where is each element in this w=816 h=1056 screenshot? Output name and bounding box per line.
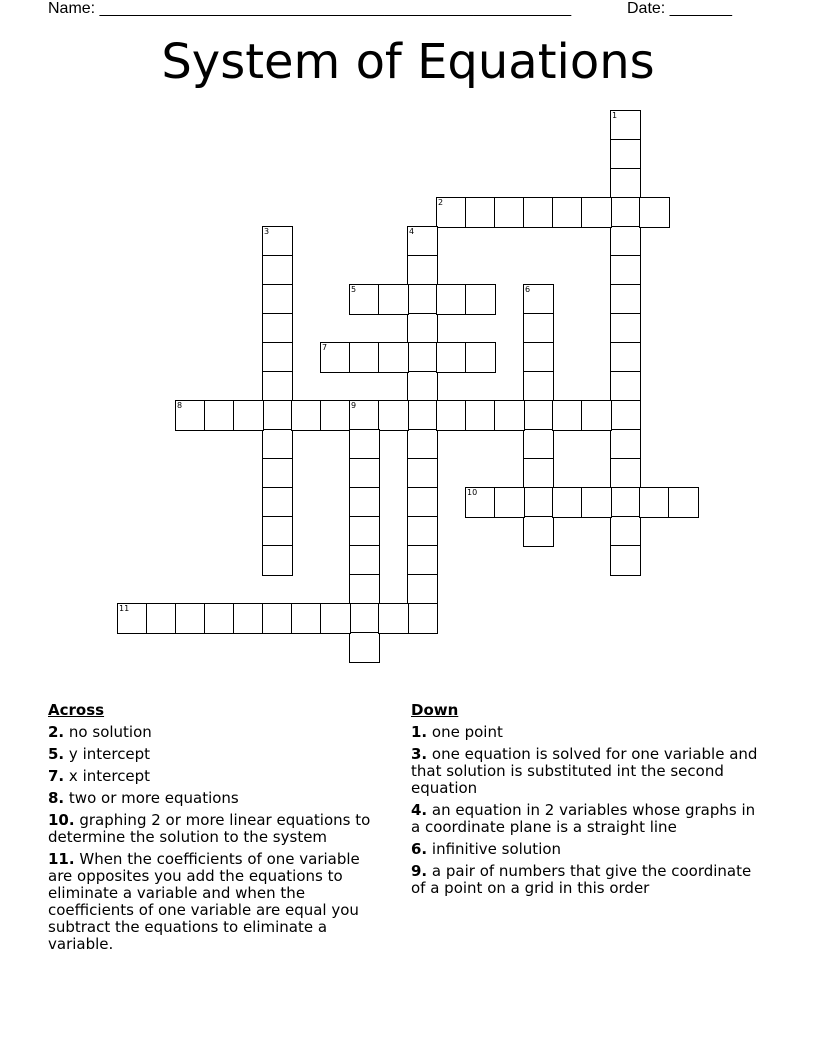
clue-item bbox=[411, 746, 761, 797]
cell-number: 6 bbox=[525, 285, 531, 294]
grid-cell[interactable] bbox=[320, 342, 351, 373]
grid-cell[interactable] bbox=[407, 284, 438, 315]
grid-cell[interactable] bbox=[639, 197, 670, 228]
clue-text: graphing 2 or more linear equations to determine the solution to the system bbox=[48, 811, 371, 846]
grid-cell[interactable] bbox=[610, 255, 641, 286]
clue-item bbox=[411, 863, 761, 897]
clue-number: 9. bbox=[411, 862, 428, 880]
grid-cell[interactable] bbox=[349, 632, 380, 663]
cell-number: 3 bbox=[264, 227, 270, 236]
grid-cell[interactable] bbox=[233, 603, 264, 634]
clue-text: an equation in 2 variables whose graphs in a coordinate plane is a straight line bbox=[411, 801, 756, 836]
grid-cell[interactable] bbox=[175, 603, 206, 634]
grid-cell[interactable] bbox=[349, 429, 380, 460]
grid-cell[interactable] bbox=[436, 342, 467, 373]
grid-cell[interactable] bbox=[610, 487, 641, 518]
grid-cell[interactable] bbox=[523, 458, 554, 489]
clue-number: 5. bbox=[48, 745, 65, 763]
grid-cell[interactable] bbox=[262, 313, 293, 344]
grid-cell[interactable] bbox=[262, 342, 293, 373]
down-clues bbox=[411, 700, 761, 902]
grid-cell[interactable] bbox=[349, 516, 380, 547]
grid-cell[interactable] bbox=[349, 284, 380, 315]
grid-cell[interactable] bbox=[523, 429, 554, 460]
grid-cell[interactable] bbox=[465, 284, 496, 315]
grid-cell[interactable] bbox=[523, 197, 554, 228]
grid-cell[interactable] bbox=[552, 400, 583, 431]
grid-cell[interactable] bbox=[320, 400, 351, 431]
grid-cell[interactable] bbox=[494, 197, 525, 228]
grid-cell[interactable] bbox=[117, 603, 148, 634]
grid-cell[interactable] bbox=[407, 516, 438, 547]
grid-cell[interactable] bbox=[407, 342, 438, 373]
grid-cell[interactable] bbox=[349, 545, 380, 576]
grid-cell[interactable] bbox=[494, 487, 525, 518]
grid-cell[interactable] bbox=[581, 400, 612, 431]
clue-text: a pair of numbers that give the coordinate of a point on a grid in this order bbox=[411, 862, 752, 897]
clue-text: When the coefficients of one variable are opposites you add the equations to eliminate a variable and when the coefficients of one variable are equal you subtract the equations to eliminate a variable. bbox=[48, 850, 360, 953]
clue-number: 2. bbox=[48, 723, 65, 741]
grid-cell[interactable] bbox=[610, 313, 641, 344]
grid-cell[interactable] bbox=[581, 487, 612, 518]
grid-cell[interactable] bbox=[262, 255, 293, 286]
clue-item bbox=[48, 768, 388, 785]
clue-text: x intercept bbox=[68, 767, 151, 785]
clue-item bbox=[411, 802, 761, 836]
grid-cell[interactable] bbox=[610, 371, 641, 402]
grid-cell[interactable] bbox=[349, 574, 380, 605]
grid-cell[interactable] bbox=[262, 226, 293, 257]
grid-cell[interactable] bbox=[610, 545, 641, 576]
grid-cell[interactable] bbox=[349, 487, 380, 518]
clue-item bbox=[48, 812, 388, 846]
grid-cell[interactable] bbox=[610, 197, 641, 228]
grid-cell[interactable] bbox=[407, 226, 438, 257]
grid-cell[interactable] bbox=[262, 545, 293, 576]
clue-item bbox=[48, 851, 388, 953]
grid-cell[interactable] bbox=[610, 429, 641, 460]
grid-cell[interactable] bbox=[407, 603, 438, 634]
clue-text: one equation is solved for one variable and that solution is substituted int the second equation bbox=[411, 745, 758, 797]
across-clues bbox=[48, 700, 388, 958]
grid-cell[interactable] bbox=[610, 342, 641, 373]
grid-cell[interactable] bbox=[233, 400, 264, 431]
grid-cell[interactable] bbox=[610, 516, 641, 547]
clue-item bbox=[48, 724, 388, 741]
cell-number: 1 bbox=[612, 111, 618, 120]
clue-item bbox=[411, 841, 761, 858]
grid-cell[interactable] bbox=[378, 342, 409, 373]
grid-cell[interactable] bbox=[175, 400, 206, 431]
clue-number: 4. bbox=[411, 801, 428, 819]
grid-cell[interactable] bbox=[436, 400, 467, 431]
grid-cell[interactable] bbox=[407, 487, 438, 518]
cell-number: 8 bbox=[177, 401, 183, 410]
across-heading: Across bbox=[48, 701, 105, 719]
grid-cell[interactable] bbox=[523, 284, 554, 315]
grid-cell[interactable] bbox=[262, 603, 293, 634]
date-field[interactable] bbox=[627, 0, 732, 18]
grid-cell[interactable] bbox=[146, 603, 177, 634]
grid-cell[interactable] bbox=[407, 545, 438, 576]
grid-cell[interactable] bbox=[291, 603, 322, 634]
clue-number: 10. bbox=[48, 811, 75, 829]
grid-cell[interactable] bbox=[407, 255, 438, 286]
grid-cell[interactable] bbox=[291, 400, 322, 431]
grid-cell[interactable] bbox=[407, 458, 438, 489]
grid-cell[interactable] bbox=[262, 400, 293, 431]
grid-cell[interactable] bbox=[523, 342, 554, 373]
grid-cell[interactable] bbox=[494, 400, 525, 431]
grid-cell[interactable] bbox=[436, 197, 467, 228]
down-heading: Down bbox=[411, 701, 459, 719]
page-title: System of Equations bbox=[161, 34, 655, 90]
grid-cell[interactable] bbox=[465, 400, 496, 431]
grid-cell[interactable] bbox=[262, 487, 293, 518]
grid-cell[interactable] bbox=[639, 487, 670, 518]
clue-text: y intercept bbox=[68, 745, 151, 763]
grid-cell[interactable] bbox=[407, 574, 438, 605]
grid-cell[interactable] bbox=[523, 487, 554, 518]
grid-cell[interactable] bbox=[378, 603, 409, 634]
clue-text: infinitive solution bbox=[431, 840, 562, 858]
grid-cell[interactable] bbox=[204, 400, 235, 431]
grid-cell[interactable] bbox=[465, 197, 496, 228]
grid-cell[interactable] bbox=[523, 313, 554, 344]
grid-cell[interactable] bbox=[262, 284, 293, 315]
clue-number: 6. bbox=[411, 840, 428, 858]
grid-cell[interactable] bbox=[262, 516, 293, 547]
grid-cell[interactable] bbox=[349, 458, 380, 489]
grid-cell[interactable] bbox=[262, 429, 293, 460]
clue-text: no solution bbox=[68, 723, 152, 741]
grid-cell[interactable] bbox=[407, 429, 438, 460]
grid-cell[interactable] bbox=[407, 400, 438, 431]
grid-cell[interactable] bbox=[552, 197, 583, 228]
grid-cell[interactable] bbox=[436, 284, 467, 315]
grid-cell[interactable] bbox=[262, 371, 293, 402]
clue-number: 1. bbox=[411, 723, 428, 741]
name-field[interactable] bbox=[48, 0, 571, 18]
grid-cell[interactable] bbox=[349, 400, 380, 431]
grid-cell[interactable] bbox=[349, 342, 380, 373]
date-blank[interactable]: _______ bbox=[669, 0, 732, 17]
grid-cell[interactable] bbox=[610, 284, 641, 315]
name-label: Name: bbox=[48, 0, 96, 17]
grid-cell[interactable] bbox=[523, 371, 554, 402]
grid-cell[interactable] bbox=[349, 603, 380, 634]
clue-item bbox=[48, 746, 388, 763]
clue-number: 3. bbox=[411, 745, 428, 763]
grid-cell[interactable] bbox=[204, 603, 235, 634]
grid-cell[interactable] bbox=[668, 487, 699, 518]
grid-cell[interactable] bbox=[465, 342, 496, 373]
grid-cell[interactable] bbox=[610, 139, 641, 170]
clue-item bbox=[48, 790, 388, 807]
clue-item bbox=[411, 724, 761, 741]
grid-cell[interactable] bbox=[610, 110, 641, 141]
clue-number: 11. bbox=[48, 850, 75, 868]
cell-number: 11 bbox=[119, 604, 130, 613]
grid-cell[interactable] bbox=[407, 371, 438, 402]
grid-cell[interactable] bbox=[465, 487, 496, 518]
grid-cell[interactable] bbox=[320, 603, 351, 634]
grid-cell[interactable] bbox=[407, 313, 438, 344]
grid-cell[interactable] bbox=[378, 284, 409, 315]
name-blank[interactable]: _____________________________________________________ bbox=[99, 0, 572, 17]
grid-cell[interactable] bbox=[610, 400, 641, 431]
cell-number: 9 bbox=[351, 401, 357, 410]
cell-number: 2 bbox=[438, 198, 444, 207]
grid-cell[interactable] bbox=[378, 400, 409, 431]
clue-number: 7. bbox=[48, 767, 65, 785]
cell-number: 4 bbox=[409, 227, 415, 236]
grid-cell[interactable] bbox=[610, 168, 641, 199]
cell-number: 7 bbox=[322, 343, 328, 352]
grid-cell[interactable] bbox=[581, 197, 612, 228]
date-label: Date: bbox=[627, 0, 666, 17]
grid-cell[interactable] bbox=[610, 226, 641, 257]
grid-cell[interactable] bbox=[523, 400, 554, 431]
grid-cell[interactable] bbox=[262, 458, 293, 489]
grid-cell[interactable] bbox=[610, 458, 641, 489]
grid-cell[interactable] bbox=[552, 487, 583, 518]
clue-number: 8. bbox=[48, 789, 65, 807]
clue-text: two or more equations bbox=[68, 789, 239, 807]
grid-cell[interactable] bbox=[523, 516, 554, 547]
cell-number: 10 bbox=[467, 488, 478, 497]
clue-text: one point bbox=[431, 723, 503, 741]
cell-number: 5 bbox=[351, 285, 357, 294]
